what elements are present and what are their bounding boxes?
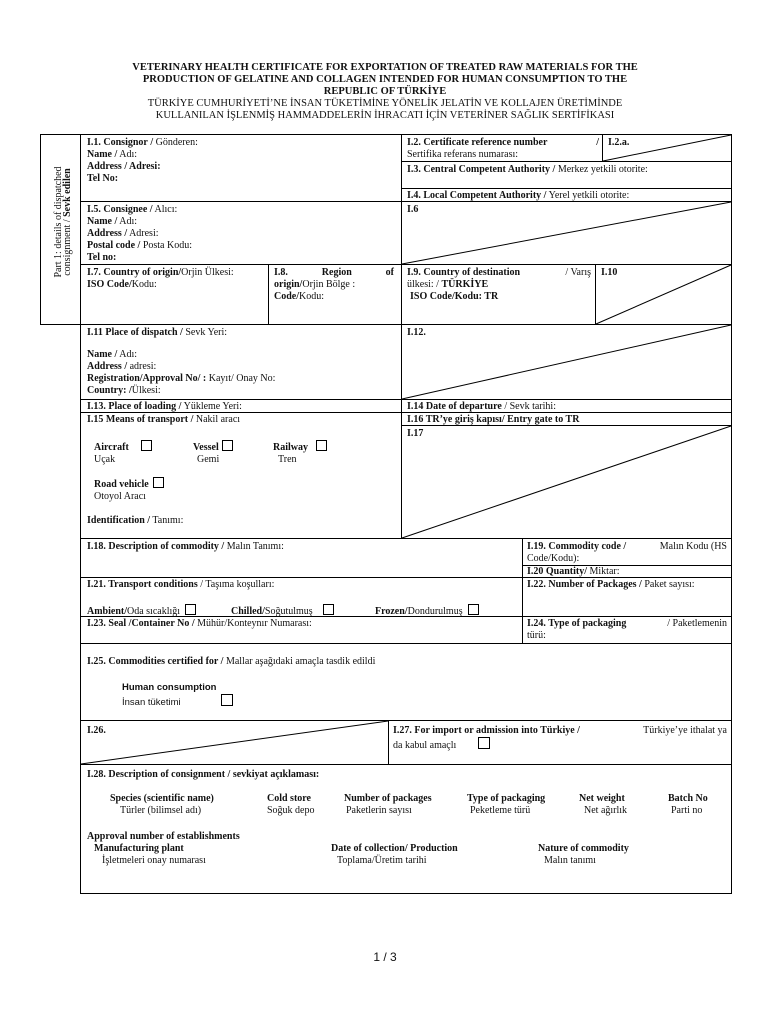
i9-country-of-destination: I.9. Country of destination / Varış ülkesi: / TÜRKİYE ISO Code/Kodu: TR: [407, 267, 591, 302]
transport-road-vehicle[interactable]: Road vehicle Otoyol Aracı: [94, 477, 164, 503]
title-tr-line2: KULLANILAN İŞLENMİŞ HAMMADDELERİN İHRACATI İÇİN VETERİNER SAĞLIK SERTİFİKASI: [155, 110, 615, 121]
i28-col-number-of-packages: Number of packages Paketlerin sayısı: [344, 793, 432, 816]
i22-number-of-packages: I.22. Number of Packages / Paket sayısı:: [527, 579, 695, 590]
i5-consignee: I.5. Consignee / Alıcı: Name / Adı: Address / Adresi: Postal code / Posta Kodu: Tel no:: [87, 204, 192, 263]
i28-col-species: Species (scientific name) Türler (bilimsel adı): [110, 793, 214, 816]
i23-seal-container: I.23. Seal /Container No / Mühür/Konteynır Numarası:: [87, 618, 312, 629]
i28-col-net-weight: Net weight Net ağırlık: [579, 793, 628, 816]
i13-place-of-loading: I.13. Place of loading / Yükleme Yeri:: [87, 401, 242, 412]
chilled-checkbox[interactable]: [323, 604, 334, 615]
i28-approval-number: Approval number of establishments: [87, 831, 240, 842]
i3-central-authority: I.3. Central Competent Authority / Merkez yetkili otorite:: [407, 164, 648, 175]
i11-place-of-dispatch: I.11 Place of dispatch / Sevk Yeri: Name / Adı: Address / adresi: Registration/Approval No/ : Kayıt/ Onay No: Country: /Ülkesi:: [87, 327, 276, 396]
i28-manufacturing-plant: Manufacturing plant İşletmeleri onay numarası: [94, 843, 206, 866]
condition-ambient[interactable]: Ambient/Oda sıcaklığı: [87, 604, 196, 618]
i2-certificate-reference: I.2. Certificate reference number / Sertifika referans numarası:: [407, 137, 599, 160]
i15-identification: Identification / Tanımı:: [87, 515, 184, 526]
vessel-checkbox[interactable]: [222, 440, 233, 451]
i8-region-of-origin: I.8. Region of origin/Orjin Bölge : Code/Kodu:: [274, 267, 394, 302]
i18-description-of-commodity: I.18. Description of commodity / Malın Tanımı:: [87, 541, 284, 552]
aircraft-checkbox[interactable]: [141, 440, 152, 451]
i17-label: I.17: [407, 428, 424, 439]
i4-local-authority: I.4. Local Competent Authority / Yerel yetkili otorite:: [407, 190, 630, 201]
human-consumption-checkbox[interactable]: [221, 694, 233, 706]
i28-col-type-of-packaging: Type of packaging Peketleme türü: [467, 793, 546, 816]
i28-nature-of-commodity: Nature of commodity Malın tanımı: [538, 843, 629, 866]
road-vehicle-checkbox[interactable]: [153, 477, 164, 488]
i7-country-of-origin: I.7. Country of origin/Orjin Ülkesi: ISO Code/Kodu:: [87, 267, 234, 290]
i28-col-cold-store: Cold store Soğuk depo: [267, 793, 315, 816]
i10-label: I.10: [601, 267, 618, 278]
i12-label: I.12.: [407, 327, 426, 338]
i28-date-of-collection: Date of collection/ Production Toplama/Üretim tarihi: [331, 843, 458, 866]
condition-chilled[interactable]: Chilled/Soğutulmuş: [231, 604, 334, 618]
title-en-line1: VETERINARY HEALTH CERTIFICATE FOR EXPORTATION OF TREATED RAW MATERIALS FOR THE: [132, 62, 638, 73]
frozen-checkbox[interactable]: [468, 604, 479, 615]
i19-commodity-code: I.19. Commodity code / Malın Kodu (HS Code/Kodu):: [527, 541, 727, 564]
i1-consignor: I.1. Consignor / Gönderen: Name / Adı: Address / Adresi: Tel No:: [87, 137, 198, 184]
i6-label: I.6: [407, 204, 419, 215]
i24-type-of-packaging: I.24. Type of packaging / Paketlemenin türü:: [527, 618, 727, 641]
part1-side-label: Part 1: details of dispatched consignment / Sevk edilen: [53, 166, 73, 278]
i16-entry-gate: I.16 TR’ye giriş kapısı/ Entry gate to TR: [407, 414, 580, 425]
human-consumption-option[interactable]: Human consumption İnsan tüketimi: [122, 682, 233, 709]
i28-col-batch-no: Batch No Parti no: [668, 793, 708, 816]
railway-checkbox[interactable]: [316, 440, 327, 451]
transport-vessel[interactable]: Vessel Gemi: [193, 440, 233, 466]
transport-railway[interactable]: Railway Tren: [273, 440, 327, 466]
transport-aircraft[interactable]: Aircraft Uçak: [94, 440, 152, 466]
ambient-checkbox[interactable]: [185, 604, 196, 615]
i27-import-admission: I.27. For import or admission into Türkiye / Türkiye’ye ithalat ya da kabul amaçlı: [393, 725, 727, 751]
i14-date-of-departure: I.14 Date of departure / Sevk tarihi:: [407, 401, 556, 412]
i28-description-of-consignment: I.28. Description of consignment / sevkiyat açıklaması:: [87, 769, 320, 780]
i21-transport-conditions: I.21. Transport conditions / Taşıma koşulları:: [87, 579, 275, 590]
title-en-line2: PRODUCTION OF GELATINE AND COLLAGEN INTENDED FOR HUMAN CONSUMPTION TO THE: [142, 74, 628, 85]
i15-means-of-transport: I.15 Means of transport / Nakil aracı: [87, 414, 241, 425]
i26-label: I.26.: [87, 725, 106, 736]
title-en-line3: REPUBLIC OF TÜRKİYE: [323, 86, 447, 97]
import-admission-checkbox[interactable]: [478, 737, 490, 749]
i25-commodities-certified: I.25. Commodities certified for / Mallar aşağıdaki amaçla tasdik edildi: [87, 656, 376, 667]
page-number: 1 / 3: [373, 950, 397, 964]
condition-frozen[interactable]: Frozen/Dondurulmuş: [375, 604, 479, 618]
i20-quantity: I.20 Quantity/ Miktar:: [527, 566, 620, 577]
i2a-label: I.2.a.: [608, 137, 630, 148]
title-tr-line1: TÜRKİYE CUMHURİYETİ’NE İNSAN TÜKETİMİNE YÖNELİK JELATİN VE KOLLAJEN ÜRETİMİNDE: [147, 98, 623, 109]
